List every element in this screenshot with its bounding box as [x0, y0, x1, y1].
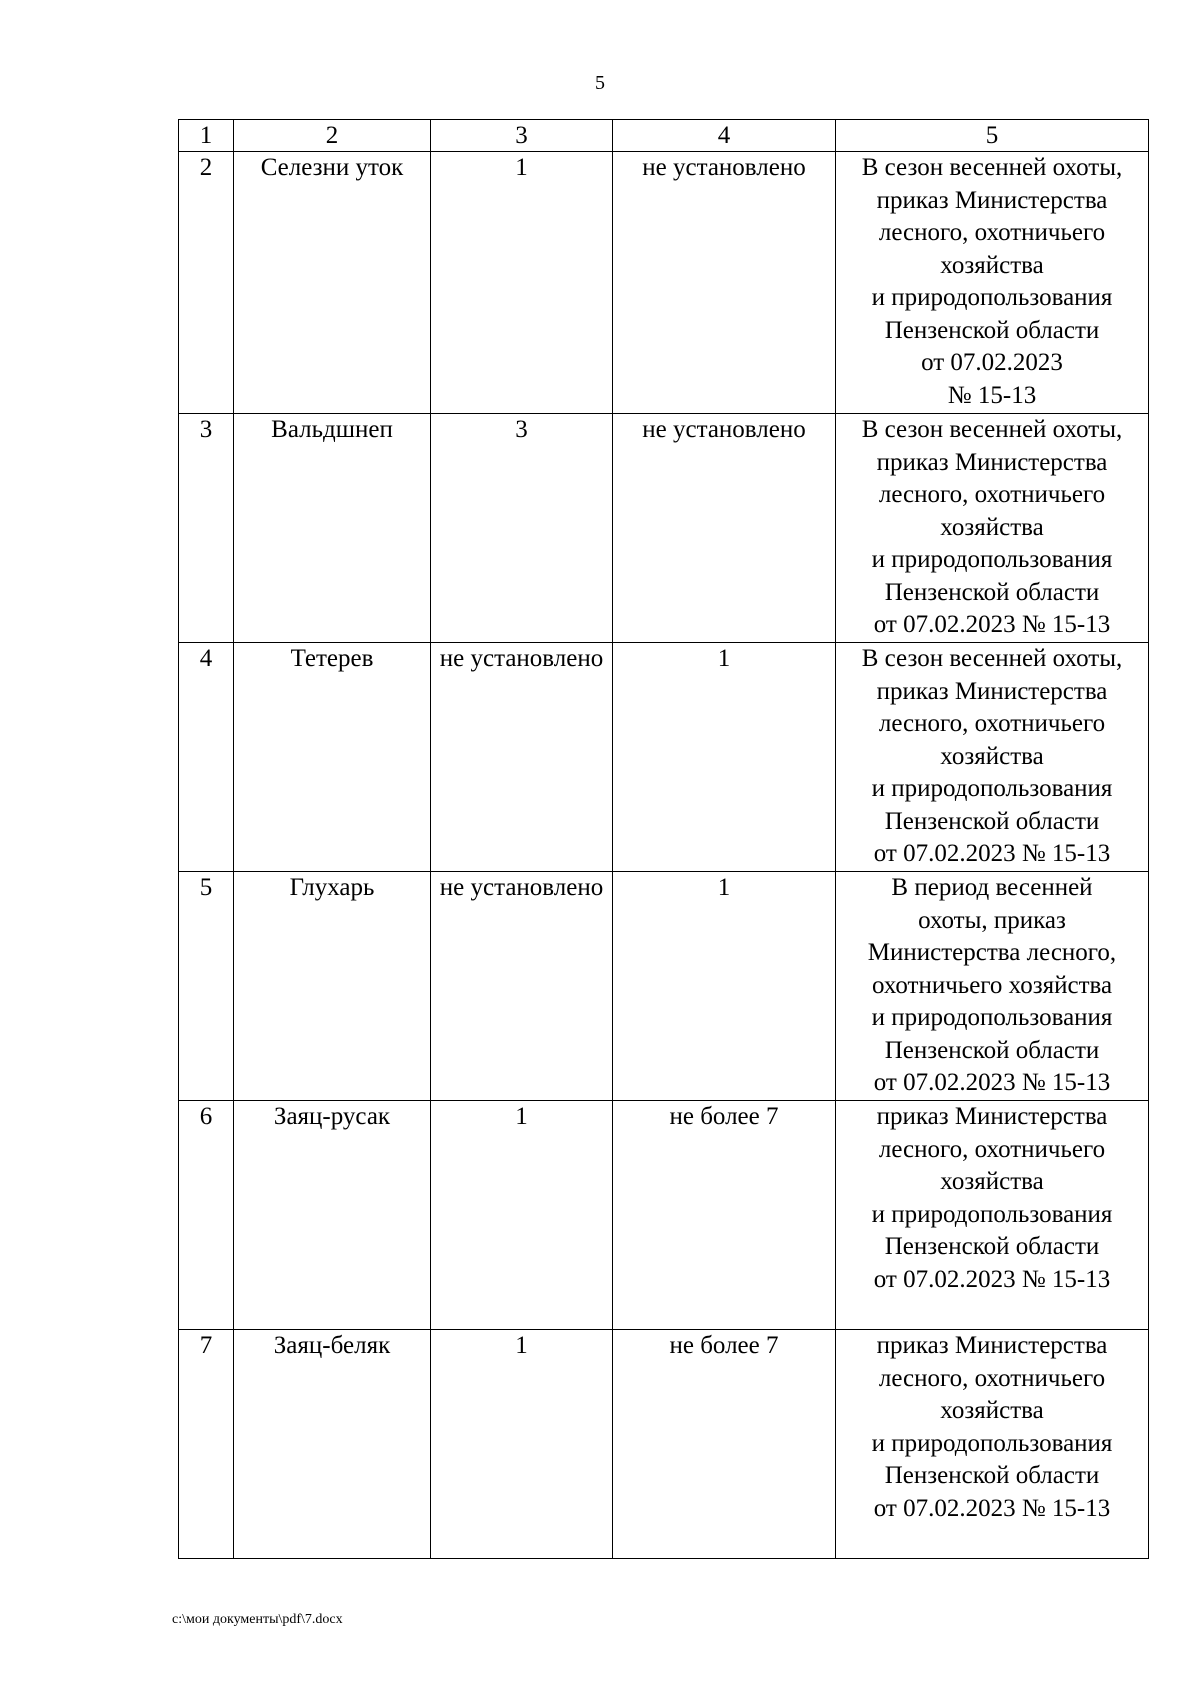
column-header-5: 5	[836, 120, 1149, 152]
species-name-cell: Тетерев	[234, 643, 431, 872]
species-name-cell: Заяц-русак	[234, 1101, 431, 1330]
column-header-4: 4	[613, 120, 836, 152]
column-3-cell: 1	[431, 1330, 613, 1559]
column-header-1: 1	[179, 120, 234, 152]
column-header-2: 2	[234, 120, 431, 152]
table-row	[179, 414, 1149, 643]
column-3-cell: 1	[431, 1101, 613, 1330]
column-3-cell: 3	[431, 414, 613, 643]
species-name-cell: Глухарь	[234, 872, 431, 1101]
page-number: 5	[595, 72, 605, 94]
species-name-cell: Селезни уток	[234, 152, 431, 414]
file-path-footer: c:\мои документы\pdf\7.docx	[172, 1612, 343, 1627]
column-4-cell: не более 7	[613, 1330, 836, 1559]
column-4-cell: 1	[613, 872, 836, 1101]
column-4-cell: не установлено	[613, 152, 836, 414]
row-number-cell: 5	[179, 872, 234, 1101]
row-number-cell: 3	[179, 414, 234, 643]
table-row	[179, 872, 1149, 1101]
column-3-cell: не установлено	[431, 872, 613, 1101]
table-row	[179, 152, 1149, 414]
column-4-cell: не более 7	[613, 1101, 836, 1330]
column-3-cell: не установлено	[431, 643, 613, 872]
species-name-cell: Заяц-беляк	[234, 1330, 431, 1559]
row-number-cell: 7	[179, 1330, 234, 1559]
table-header-row	[179, 120, 1149, 152]
row-number-cell: 4	[179, 643, 234, 872]
table-row	[179, 1330, 1149, 1559]
column-4-cell: 1	[613, 643, 836, 872]
data-table	[178, 119, 1149, 1559]
condition-cell: В сезон весенней охоты, приказ Министерства лесного, охотничьего хозяйства и природопользования Пензенской области от 07.02.2023 № 15-13	[836, 643, 1149, 872]
table-row	[179, 643, 1149, 872]
condition-cell: приказ Министерства лесного, охотничьего хозяйства и природопользования Пензенской области от 07.02.2023 № 15-13	[836, 1330, 1149, 1559]
row-number-cell: 6	[179, 1101, 234, 1330]
condition-cell: В период весенней охоты, приказ Министерства лесного, охотничьего хозяйства и природопользования Пензенской области от 07.02.2023 № 15-13	[836, 872, 1149, 1101]
condition-cell: В сезон весенней охоты, приказ Министерства лесного, охотничьего хозяйства и природопользования Пензенской области от 07.02.2023 № 15-13	[836, 414, 1149, 643]
column-header-3: 3	[431, 120, 613, 152]
table-row	[179, 1101, 1149, 1330]
row-number-cell: 2	[179, 152, 234, 414]
column-4-cell: не установлено	[613, 414, 836, 643]
condition-cell: В сезон весенней охоты, приказ Министерства лесного, охотничьего хозяйства и природопользования Пензенской области от 07.02.2023 № 15-13	[836, 152, 1149, 414]
column-3-cell: 1	[431, 152, 613, 414]
species-name-cell: Вальдшнеп	[234, 414, 431, 643]
condition-cell: приказ Министерства лесного, охотничьего хозяйства и природопользования Пензенской области от 07.02.2023 № 15-13	[836, 1101, 1149, 1330]
